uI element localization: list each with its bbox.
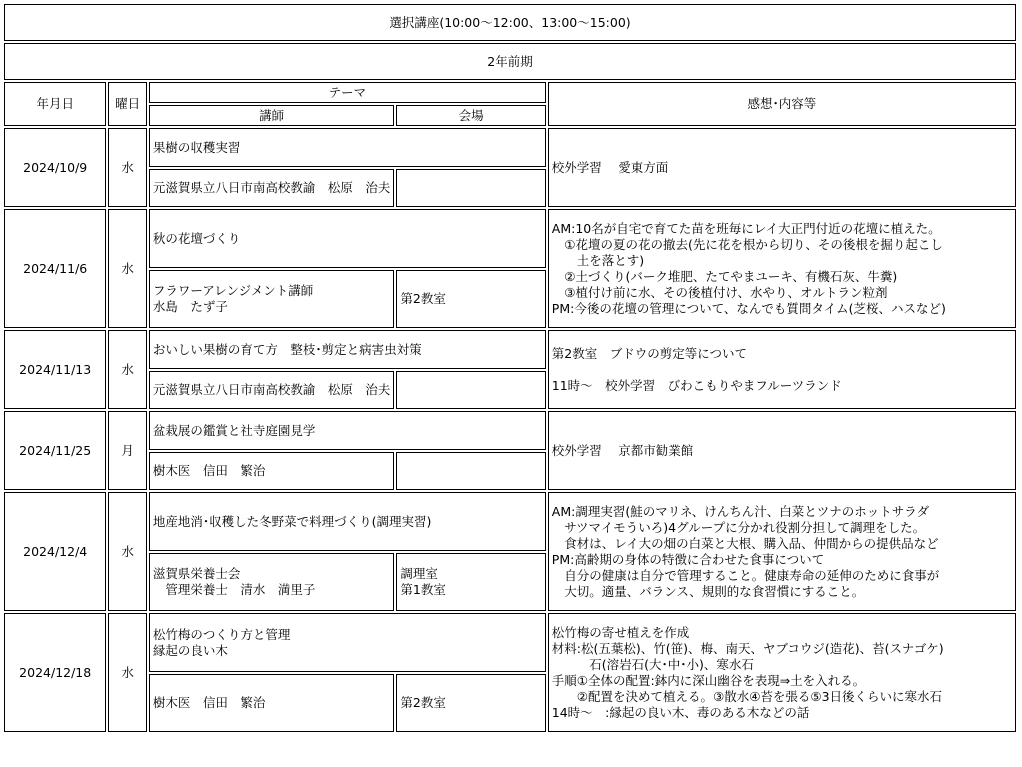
course-theme: 盆栽展の鑑賞と社寺庭園見学 [149,411,546,450]
course-notes: 校外学習 愛東方面 [548,128,1016,207]
course-teacher: 樹木医 信田 繁治 [149,674,395,732]
course-row [4,128,1016,167]
header-weekday: 曜日 [108,82,147,126]
header-row-1 [4,82,1016,103]
course-weekday: 水 [108,492,147,611]
course-notes: AM:10名が自宅で育てた苗を班毎にレイ大正門付近の花壇に植えた。 ①花壇の夏の花の撤去(先に花を根から切り、その後根を掘り起こし 土を落とす) ②土づくり(バーク堆肥、たてやまユーキ、有機石灰、牛糞) ③植付け前に水、その後植付け、水やり、オルトラン粒剤 PM:今後の花壇の管理について、なんでも質問タイム(芝桜、ハスなど) [548,209,1016,328]
course-teacher: フラワーアレンジメント講師 水島 たず子 [149,270,395,328]
table-body [4,4,1016,732]
course-row [4,613,1016,672]
course-row [4,492,1016,551]
course-date: 2024/11/13 [4,330,106,409]
course-theme: 秋の花壇づくり [149,209,546,268]
course-notes: 松竹梅の寄せ植えを作成 材料:松(五葉松)、竹(笹)、梅、南天、ヤブコウジ(造花)、苔(スナゴケ) 石(溶岩石(大･中･小)、寒水石 手順①全体の配置:鉢内に深山幽谷を表現⇒土を入れる。 ②配置を決めて植える。③散水④苔を張る⑤3日後くらいに寒水石 14時～ :縁起の良い木、毒のある木などの話 [548,613,1016,732]
title-row [4,4,1016,41]
course-notes: 校外学習 京都市勧業館 [548,411,1016,490]
course-date: 2024/10/9 [4,128,106,207]
course-row [4,209,1016,268]
course-venue: 第2教室 [396,270,545,328]
course-weekday: 水 [108,209,147,328]
course-row [4,330,1016,369]
header-date: 年月日 [4,82,106,126]
course-row [4,411,1016,450]
course-weekday: 水 [108,128,147,207]
header-venue: 会場 [396,105,545,126]
course-teacher: 滋賀県栄養士会 管理栄養士 清水 満里子 [149,553,395,611]
course-venue [396,169,545,207]
course-theme: 地産地消･収穫した冬野菜で料理づくり(調理実習) [149,492,546,551]
course-teacher: 元滋賀県立八日市南高校教諭 松原 治夫 [149,169,395,207]
course-venue: 調理室 第1教室 [396,553,545,611]
course-teacher: 樹木医 信田 繁治 [149,452,395,490]
term-row [4,43,1016,80]
header-notes: 感想･内容等 [548,82,1016,126]
term-label: 2年前期 [4,43,1016,80]
course-notes: 第2教室 ブドウの剪定等について 11時～ 校外学習 びわこもりやまフルーツランド [548,330,1016,409]
course-date: 2024/11/6 [4,209,106,328]
header-theme: テーマ [149,82,546,103]
course-teacher: 元滋賀県立八日市南高校教諭 松原 治夫 [149,371,395,409]
course-weekday: 月 [108,411,147,490]
header-teacher: 講師 [149,105,395,126]
course-date: 2024/11/25 [4,411,106,490]
page-title: 選択講座(10:00～12:00、13:00～15:00) [4,4,1016,41]
course-venue [396,452,545,490]
course-theme: 果樹の収穫実習 [149,128,546,167]
course-weekday: 水 [108,613,147,732]
course-notes: AM:調理実習(鮭のマリネ、けんちん汁、白菜とツナのホットサラダ サツマイモういろ)4グループに分かれ役割分担して調理をした。 食材は、レイ大の畑の白菜と大根、購入品、仲間からの提供品など PM:高齢期の身体の特徴に合わせた食事について 自分の健康は自分で管理すること。健康寿命の延伸のために食事が 大切。適量、バランス、規則的な食習慣にすること。 [548,492,1016,611]
course-theme: おいしい果樹の育て方 整枝･剪定と病害虫対策 [149,330,546,369]
course-date: 2024/12/18 [4,613,106,732]
course-theme: 松竹梅のつくり方と管理 縁起の良い木 [149,613,546,672]
course-venue [396,371,545,409]
course-date: 2024/12/4 [4,492,106,611]
course-record-table [2,2,1018,734]
course-venue: 第2教室 [396,674,545,732]
course-weekday: 水 [108,330,147,409]
